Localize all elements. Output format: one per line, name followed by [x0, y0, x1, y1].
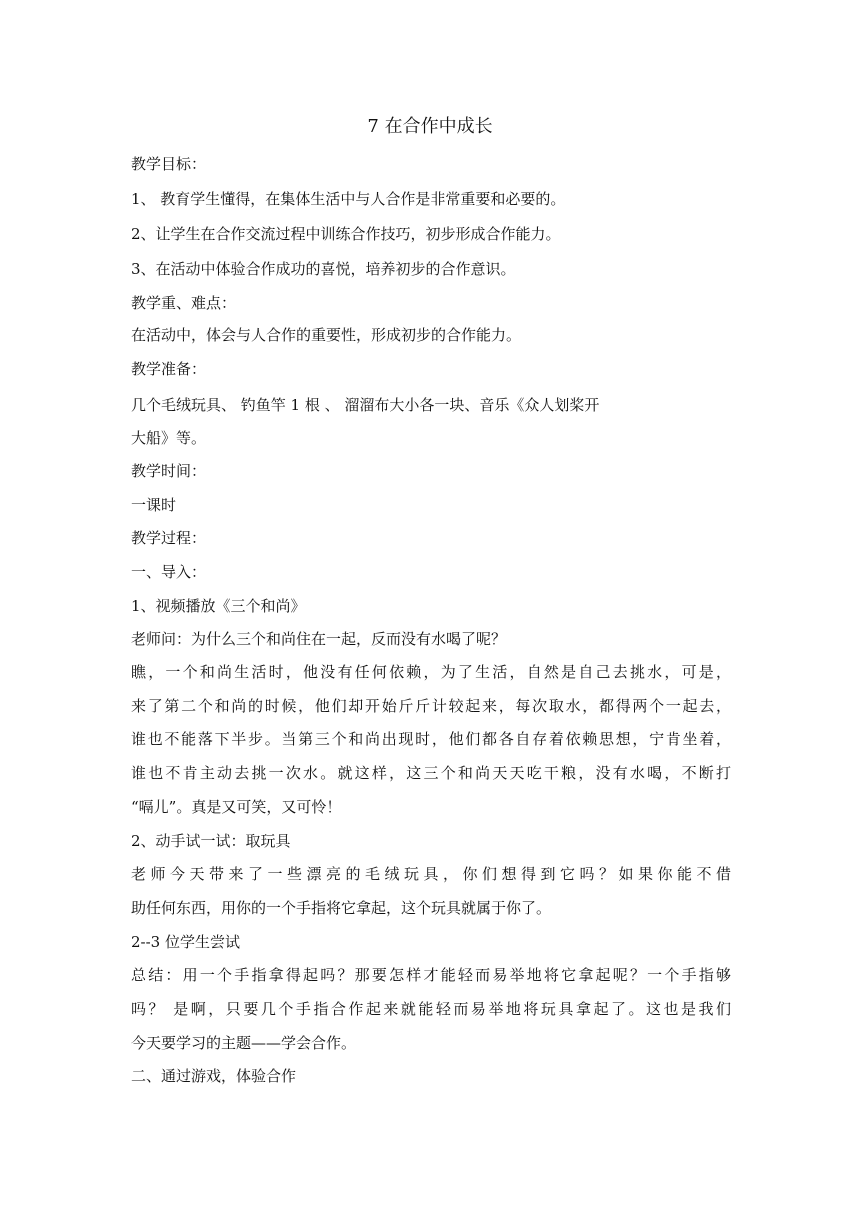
heading-preparation: 教学准备： [131, 360, 207, 378]
preparation-text: 几个毛绒玩具、 钓鱼竿 1 根 、 溜溜布大小各一块、音乐《众人划桨开 [131, 396, 600, 414]
heading-teaching-goals: 教学目标： [131, 155, 207, 173]
summary-paragraph-line: 今天要学习的主题——学会合作。 [131, 1034, 357, 1052]
story-paragraph-line: 来了第二个和尚的时候，他们却开始斤斤计较起来，每次取水，都得两个一起去， [131, 697, 731, 715]
preparation-text-cont: 大船》等。 [131, 429, 207, 447]
story-paragraph-line: “嗝儿”。真是又可笑，又可怜！ [131, 798, 342, 816]
heading-teaching-time: 教学时间： [131, 462, 207, 480]
key-points-text: 在活动中，体会与人合作的重要性，形成初步的合作能力。 [131, 326, 522, 344]
intro-item-2: 2、动手试一试：取玩具 [131, 832, 291, 850]
story-paragraph-line: 瞧，一个和尚生活时，他没有任何依赖，为了生活，自然是自己去挑水，可是， [131, 663, 731, 681]
heading-teaching-process: 教学过程： [131, 529, 207, 547]
story-paragraph-line: 谁也不肯主动去挑一次水。就这样，这三个和尚天天吃干粮，没有水喝，不断打 [131, 764, 731, 782]
document-title: 7 在合作中成长 [367, 116, 493, 137]
story-paragraph-line: 谁也不能落下半步。当第三个和尚出现时，他们都各自存着依赖思想，宁肯坐着， [131, 730, 731, 748]
toy-paragraph-line: 助任何东西，用你的一个手指将它拿起，这个玩具就属于你了。 [131, 899, 552, 917]
goal-item-1: 1、 教育学生懂得，在集体生活中与人合作是非常重要和必要的。 [131, 190, 566, 208]
intro-item-1: 1、视频播放《三个和尚》 [131, 597, 306, 615]
summary-paragraph-line: 总结：用一个手指拿得起吗？那要怎样才能轻而易举地将它拿起呢？一个手指够 [131, 966, 731, 984]
goal-item-2: 2、让学生在合作交流过程中训练合作技巧，初步形成合作能力。 [131, 225, 561, 243]
toy-paragraph-line: 老师今天带来了一些漂亮的毛绒玩具，你们想得到它吗？如果你能不借 [131, 865, 731, 883]
heading-key-points: 教学重、难点： [131, 294, 237, 312]
section-game-heading: 二、通过游戏，体验合作 [131, 1067, 297, 1085]
goal-item-3: 3、在活动中体验合作成功的喜悦，培养初步的合作意识。 [131, 260, 516, 278]
summary-paragraph-line: 吗？ 是啊，只要几个手指合作起来就能轻而易举地将玩具拿起了。这也是我们 [131, 1000, 731, 1018]
teacher-question: 老师问：为什么三个和尚住在一起，反而没有水喝了呢？ [131, 630, 507, 648]
section-intro-heading: 一、导入： [131, 563, 207, 581]
student-attempt-text: 2--3 位学生尝试 [131, 933, 240, 951]
teaching-time-text: 一课时 [131, 496, 177, 514]
